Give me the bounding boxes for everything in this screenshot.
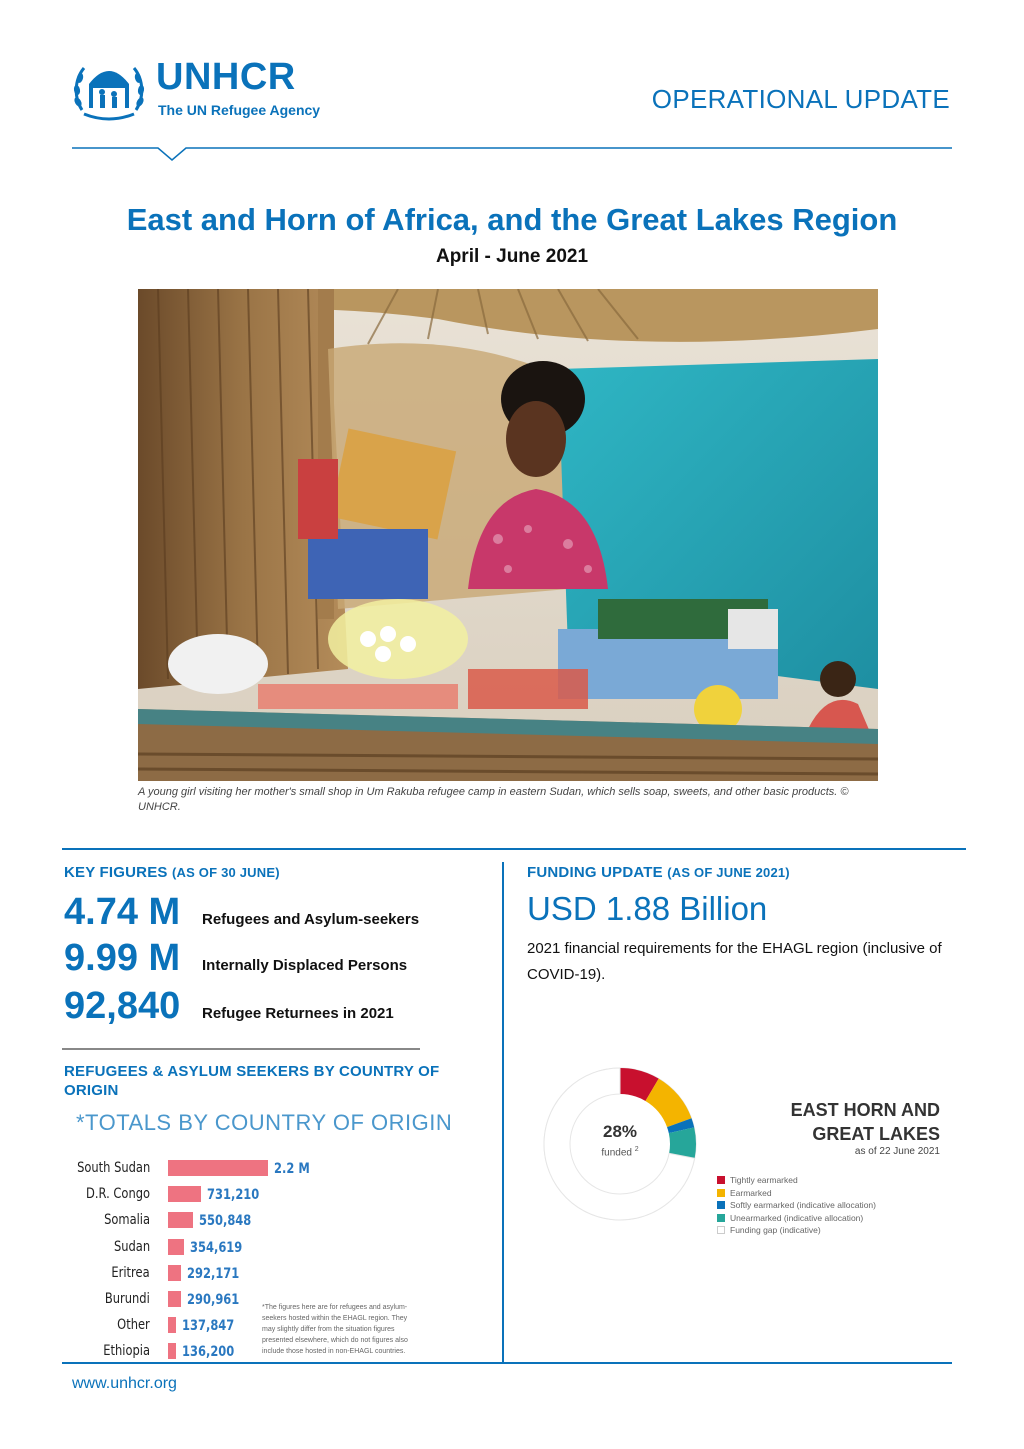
bar-value-label: 2.2 M: [274, 1161, 310, 1177]
key-figure-value: 92,840: [64, 985, 181, 1027]
bar: [168, 1317, 176, 1333]
photo-caption: A young girl visiting her mother's small shop in Um Rakuba refugee camp in eastern Sudan, which sells soap, sweets, and other basic products. © UNHCR.: [138, 786, 849, 813]
donut-region-title: [700, 1098, 940, 1146]
funded-label-text: funded: [601, 1147, 632, 1159]
bar: [168, 1291, 181, 1307]
bar-category-label: Other: [117, 1317, 150, 1334]
legend-item: [717, 1224, 947, 1236]
bar-value-label: 137,847: [182, 1318, 235, 1335]
donut-region-title-line: GREAT LAKES: [812, 1124, 940, 1144]
legend-label: Softly earmarked (indicative allocation): [730, 1200, 876, 1210]
key-figures-heading-text: KEY FIGURES: [64, 864, 168, 881]
donut-legend: [717, 1174, 947, 1237]
cover-photo-illustration: [138, 289, 878, 781]
bar: [168, 1343, 176, 1359]
legend-swatch: [717, 1176, 725, 1184]
bar: [168, 1212, 193, 1228]
legend-label: Funding gap (indicative): [730, 1225, 821, 1235]
legend-swatch: [717, 1226, 725, 1234]
bar: [168, 1239, 184, 1255]
donut-as-of-date: as of 22 June 2021: [854, 1146, 940, 1157]
bar-row: [64, 1156, 414, 1182]
legend-item: [717, 1187, 947, 1199]
key-figure-label: Refugees and Asylum-seekers: [202, 911, 420, 928]
website-link[interactable]: www.unhcr.org: [72, 1375, 177, 1392]
bar-value-label: 136,200: [182, 1344, 235, 1361]
bar-category-label: D.R. Congo: [86, 1186, 150, 1203]
funding-heading-date: (AS OF JUNE 2021): [667, 865, 790, 880]
key-figure-label: Internally Displaced Persons: [202, 957, 408, 974]
funded-percent: 28%: [602, 1122, 638, 1141]
logo-tagline: The UN Refugee Agency: [158, 102, 321, 118]
bar: [168, 1265, 181, 1281]
unhcr-emblem-icon: [72, 58, 146, 122]
bar-row: [64, 1235, 414, 1261]
key-figure-value: 9.99 M: [64, 937, 181, 979]
origin-heading: REFUGEES & ASYLUM SEEKERS BY COUNTRY OF ORIGIN: [64, 1063, 440, 1099]
legend-item: [717, 1199, 947, 1211]
page-title: East and Horn of Africa, and the Great Lakes Region: [126, 202, 898, 237]
donut-region-title-line: EAST HORN AND: [790, 1100, 940, 1120]
bar: [168, 1186, 201, 1202]
bar-category-label: Eritrea: [111, 1264, 150, 1281]
funding-donut-chart: [540, 1064, 700, 1224]
funding-heading-text: FUNDING UPDATE: [527, 864, 663, 881]
legend-swatch: [717, 1201, 725, 1209]
cover-photo: [138, 289, 878, 781]
legend-label: Tightly earmarked: [730, 1175, 798, 1185]
funded-footnote-mark: 2: [634, 1146, 639, 1153]
bar-category-label: Sudan: [113, 1238, 150, 1255]
legend-item: [717, 1212, 947, 1224]
bar-category-label: Ethiopia: [103, 1343, 150, 1360]
header-divider: [72, 146, 952, 166]
key-figures-heading-date: (AS OF 30 JUNE): [172, 865, 280, 880]
bar-value-label: 550,848: [199, 1213, 252, 1230]
key-figures-divider: [62, 1048, 420, 1050]
origin-footnote: *The figures here are for refugees and asylum-seekers hosted within the EHAGL region. They may slightly differ from the situation figures presented elsewhere, which do not figures also include those hosted in non-EHAGL countries.: [262, 1304, 408, 1355]
bar-row: [64, 1208, 414, 1234]
key-figure-value: 4.74 M: [64, 891, 181, 933]
legend-item: [717, 1174, 947, 1186]
key-figures-heading: [64, 864, 280, 881]
legend-swatch: [717, 1189, 725, 1197]
funded-label: [590, 1146, 650, 1158]
bar-row: [64, 1182, 414, 1208]
footer-divider: [62, 1362, 952, 1364]
column-divider: [502, 862, 504, 1362]
logo-wordmark: UNHCR: [156, 56, 296, 98]
funding-heading: [527, 864, 790, 881]
legend-label: Earmarked: [730, 1187, 772, 1198]
bar: [168, 1160, 268, 1176]
bar-value-label: 290,961: [187, 1292, 240, 1308]
bar-value-label: 354,619: [190, 1239, 243, 1256]
report-period: April - June 2021: [435, 246, 589, 267]
funding-description: 2021 financial requirements for the EHAGL region (inclusive of COVID-19).: [527, 940, 942, 983]
origin-subheading: *TOTALS BY COUNTRY OF ORIGIN: [76, 1110, 453, 1135]
bar-value-label: 292,171: [187, 1265, 240, 1282]
section-divider: [62, 848, 966, 850]
bar-category-label: Somalia: [104, 1212, 150, 1229]
bar-category-label: Burundi: [105, 1291, 150, 1307]
legend-swatch: [717, 1214, 725, 1222]
key-figure-label: Refugee Returnees in 2021: [202, 1005, 394, 1022]
bar-category-label: South Sudan: [76, 1160, 150, 1176]
funding-amount: USD 1.88 Billion: [527, 890, 768, 927]
document-type: OPERATIONAL UPDATE: [651, 84, 950, 114]
legend-label: Unearmarked (indicative allocation): [730, 1212, 864, 1223]
unhcr-logo: [72, 58, 342, 124]
bar-row: [64, 1261, 414, 1287]
bar-value-label: 731,210: [207, 1187, 260, 1204]
